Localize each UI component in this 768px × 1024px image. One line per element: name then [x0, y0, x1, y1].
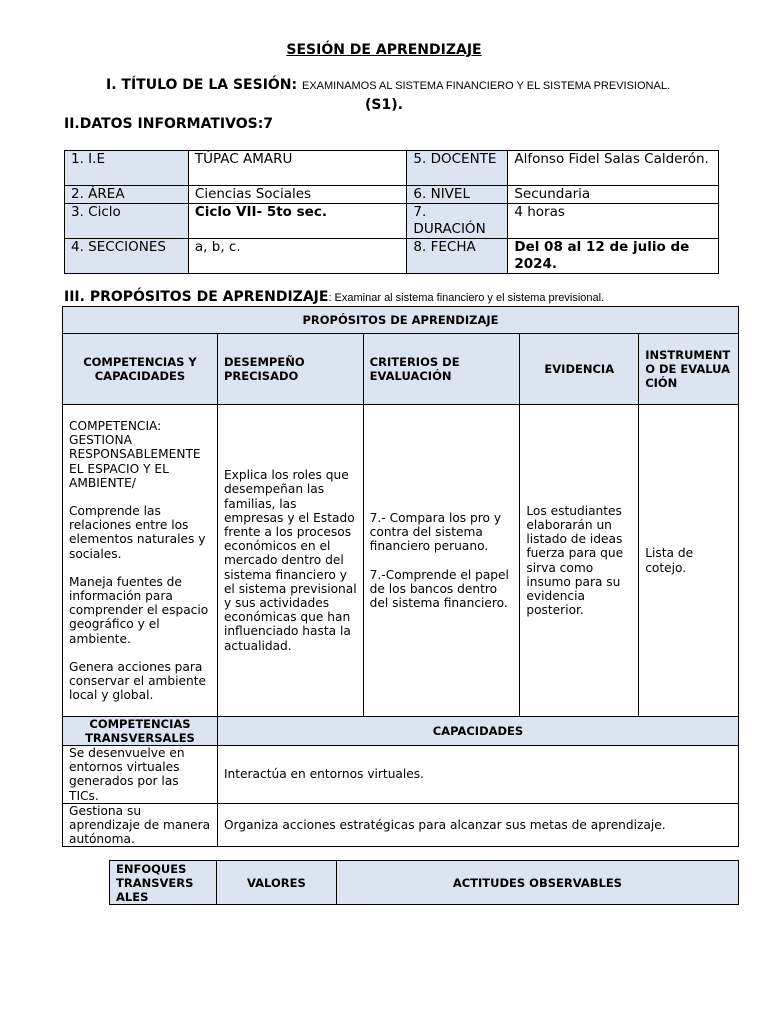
fecha-label: 8. FECHA [407, 239, 508, 274]
col-instrumento: INSTRUMENTO DE EVALUACIÓN [639, 334, 739, 405]
area-label: 2. ÁREA [65, 186, 189, 204]
criterios-cell [363, 405, 520, 717]
capacidades-header: CAPACIDADES [217, 717, 738, 746]
purposes-heading-value: : Examinar al sistema financiero y el sistema previsional. [328, 292, 605, 304]
evidencia-cell: Los estudiantes elaborarán un listado de ideas fuerza para que sirva como insumo para su evidencia posterior. [520, 405, 639, 717]
session-title-label: I. TÍTULO DE LA SESIÓN: [106, 77, 298, 93]
session-title-line [106, 77, 670, 93]
purposes-heading-line [64, 289, 604, 305]
ciclo-label: 3. Ciclo [65, 204, 189, 239]
docente-value: Alfonso Fidel Salas Calderón. [508, 151, 719, 186]
col-actitudes: ACTITUDES OBSERVABLES [336, 861, 738, 905]
document-title: SESIÓN DE APRENDIZAJE [286, 42, 482, 58]
nivel-value: Secundaria [508, 186, 719, 204]
competencias-cell [63, 405, 218, 717]
transversal-1: Se desenvuelve en entornos virtuales generados por las TICs. [63, 746, 218, 804]
info-section-heading: II.DATOS INFORMATIVOS:7 [64, 116, 274, 132]
area-value: Ciencias Sociales [188, 186, 407, 204]
purposes-table-title: PROPÓSITOS DE APRENDIZAJE [63, 307, 739, 334]
instrumento-cell: Lista de cotejo. [639, 405, 739, 717]
purposes-table [62, 306, 739, 847]
capacidad-1: Comprende las relaciones entre los elementos naturales y sociales. [69, 504, 206, 561]
competencia-text: COMPETENCIA: GESTIONA RESPONSABLEMENTE EL ESPACIO Y EL AMBIENTE/ [69, 419, 201, 490]
col-valores: VALORES [216, 861, 336, 905]
ie-label: 1. I.E [65, 151, 189, 186]
desempeno-cell: Explica los roles que desempeñan las familias, las empresas y el Estado frente a los procesos económicos en el mercado dentro del sistema financiero y el sistema previsional y sus actividades económicas que han influenciado hasta la actualidad. [217, 405, 363, 717]
transversal-header: COMPETENCIAS TRANSVERSALES [63, 717, 218, 746]
purposes-heading-label: III. PROPÓSITOS DE APRENDIZAJE [64, 289, 329, 305]
col-desempeno: DESEMPEÑO PRECISADO [217, 334, 363, 405]
capacidad-t1: Interactúa en entornos virtuales. [217, 746, 738, 804]
approaches-table [109, 860, 739, 905]
duracion-value: 4 horas [508, 204, 719, 239]
ie-value: TÚPAC AMARU [188, 151, 407, 186]
duracion-label: 7. DURACIÓN [407, 204, 508, 239]
criterio-2: 7.-Comprende el papel de los bancos dentro del sistema financiero. [369, 567, 509, 610]
capacidad-2: Maneja fuentes de información para comprender el espacio geográfico y el ambiente. [69, 574, 209, 646]
session-title-value: EXAMINAMOS AL SISTEMA FINANCIERO Y EL SISTEMA PREVISIONAL. [302, 80, 670, 92]
col-competencias: COMPETENCIAS Y CAPACIDADES [63, 334, 218, 405]
transversal-2: Gestiona su aprendizaje de manera autónoma. [63, 803, 218, 847]
capacidad-3: Genera acciones para conservar el ambiente local y global. [69, 659, 207, 703]
secciones-label: 4. SECCIONES [65, 239, 189, 274]
fecha-value: Del 08 al 12 de julio de 2024. [508, 239, 719, 274]
criterio-1: 7.- Compara los pro y contra del sistema financiero peruano. [369, 510, 502, 554]
col-criterios: CRITERIOS DE EVALUACIÓN [363, 334, 520, 405]
capacidad-t2: Organiza acciones estratégicas para alcanzar sus metas de aprendizaje. [217, 803, 738, 847]
col-enfoques: ENFOQUES TRANSVERSALES [110, 861, 217, 905]
nivel-label: 6. NIVEL [407, 186, 508, 204]
ciclo-value: Ciclo VII- 5to sec. [188, 204, 407, 239]
info-table [64, 150, 719, 274]
secciones-value: a, b, c. [188, 239, 407, 274]
col-evidencia: EVIDENCIA [520, 334, 639, 405]
docente-label: 5. DOCENTE [407, 151, 508, 186]
session-code: (S1). [365, 97, 403, 113]
